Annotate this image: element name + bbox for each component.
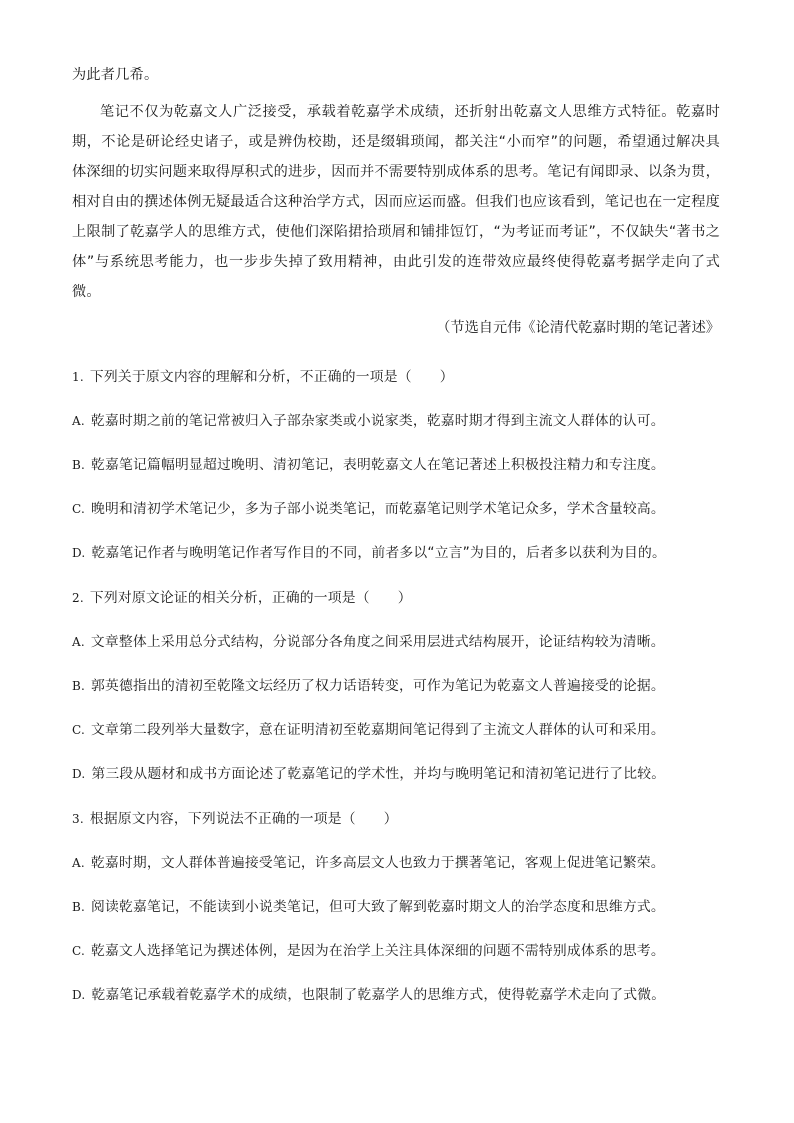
- question-number: 3.: [72, 812, 84, 826]
- question-1: [72, 366, 720, 564]
- option-text: 乾嘉时期之前的笔记常被归入子部杂家类或小说家类，乾嘉时期才得到主流文人群体的认可。: [90, 413, 665, 429]
- option-label: B.: [72, 679, 86, 693]
- document-page: [72, 60, 720, 1006]
- option-c: [72, 498, 720, 520]
- option-d: [72, 763, 720, 785]
- option-label: B.: [72, 900, 86, 914]
- option-label: C.: [72, 944, 85, 958]
- option-b: [72, 675, 720, 697]
- option-text: 乾嘉笔记承载着乾嘉学术的成绩，也限制了乾嘉学人的思维方式，使得乾嘉学术走向了式微。: [91, 987, 666, 1003]
- question-text: 下列关于原文内容的理解和分析，不正确的一项是（ ）: [89, 369, 454, 385]
- option-text: 文章第二段列举大量数字，意在证明清初至乾嘉期间笔记得到了主流文人群体的认可和采用。: [90, 722, 665, 738]
- question-2: [72, 587, 720, 785]
- question-number: 1.: [72, 370, 84, 384]
- option-text: 第三段从题材和成书方面论述了乾嘉笔记的学术性，并均与晚明笔记和清初笔记进行了比较。: [91, 766, 666, 782]
- option-c: [72, 719, 720, 741]
- option-label: A.: [72, 856, 85, 870]
- option-label: D.: [72, 767, 86, 781]
- option-text: 郭英德指出的清初至乾隆文坛经历了权力话语转变，可作为笔记为乾嘉文人普遍接受的论据。: [91, 678, 665, 694]
- option-a: [72, 631, 720, 653]
- option-text: 乾嘉笔记篇幅明显超过晚明、清初笔记，表明乾嘉文人在笔记著述上积极投注精力和专注度。: [91, 457, 665, 473]
- option-label: A.: [72, 635, 85, 649]
- option-label: D.: [72, 988, 86, 1002]
- option-d: [72, 542, 720, 564]
- option-text: 乾嘉文人选择笔记为撰述体例，是因为在治学上关注具体深细的问题不需特别成体系的思考。: [90, 943, 665, 959]
- option-text: 晚明和清初学术笔记少，多为子部小说类笔记，而乾嘉笔记则学术笔记众多，学术含量较高。: [90, 501, 665, 517]
- option-label: A.: [72, 414, 85, 428]
- question-stem: [72, 587, 720, 609]
- question-text: 根据原文内容，下列说法不正确的一项是（ ）: [89, 811, 398, 827]
- passage-line-top: 为此者几希。: [72, 67, 159, 83]
- option-text: 乾嘉笔记作者与晚明笔记作者写作目的不同，前者多以“立言”为目的，后者多以获利为目的。: [91, 545, 666, 561]
- question-3: [72, 808, 720, 1006]
- option-label: C.: [72, 723, 85, 737]
- option-d: [72, 984, 720, 1006]
- question-stem: [72, 808, 720, 830]
- option-b: [72, 896, 720, 918]
- question-stem: [72, 366, 720, 388]
- option-label: B.: [72, 458, 86, 472]
- question-text: 下列对原文论证的相关分析，正确的一项是（ ）: [89, 590, 412, 606]
- option-a: [72, 852, 720, 874]
- option-c: [72, 940, 720, 962]
- option-b: [72, 454, 720, 476]
- option-text: 乾嘉时期，文人群体普遍接受笔记，许多高层文人也致力于撰著笔记，客观上促进笔记繁荣。: [90, 855, 665, 871]
- question-number: 2.: [72, 591, 84, 605]
- option-text: 文章整体上采用总分式结构，分说部分各角度之间采用层进式结构展开，论证结构较为清晰。: [90, 634, 665, 650]
- option-a: [72, 410, 720, 432]
- passage-source: （节选自元伟《论清代乾嘉时期的笔记著述》: [436, 320, 720, 336]
- option-label: C.: [72, 502, 85, 516]
- passage-paragraph: 笔记不仅为乾嘉文人广泛接受，承载着乾嘉学术成绩，还折射出乾嘉文人思维方式特征。乾嘉时期，不论是研论经史诸子，或是辨伪校勘，还是缀辑琐闻，都关注“小而窄”的问题，希望通过解决具体深细的切实问题来取得厚积式的进步，因而并不需要特别成体系的思考。笔记有闻即录、以条为贯，相对自由的撰述体例无疑最适合这种治学方式，因而应运而盛。但我们也应该看到，笔记也在一定程度上限制了乾嘉学人的思维方式，使他们深陷捃拾琐屑和铺排饾饤，“为考证而考证”，不仅缺失“著书之体”与系统思考能力，也一步步失掉了致用精神，由此引发的连带效应最终使得乾嘉考据学走向了式微。: [72, 104, 720, 300]
- option-text: 阅读乾嘉笔记，不能读到小说类笔记，但可大致了解到乾嘉时期文人的治学态度和思维方式。: [91, 899, 665, 915]
- option-label: D.: [72, 546, 86, 560]
